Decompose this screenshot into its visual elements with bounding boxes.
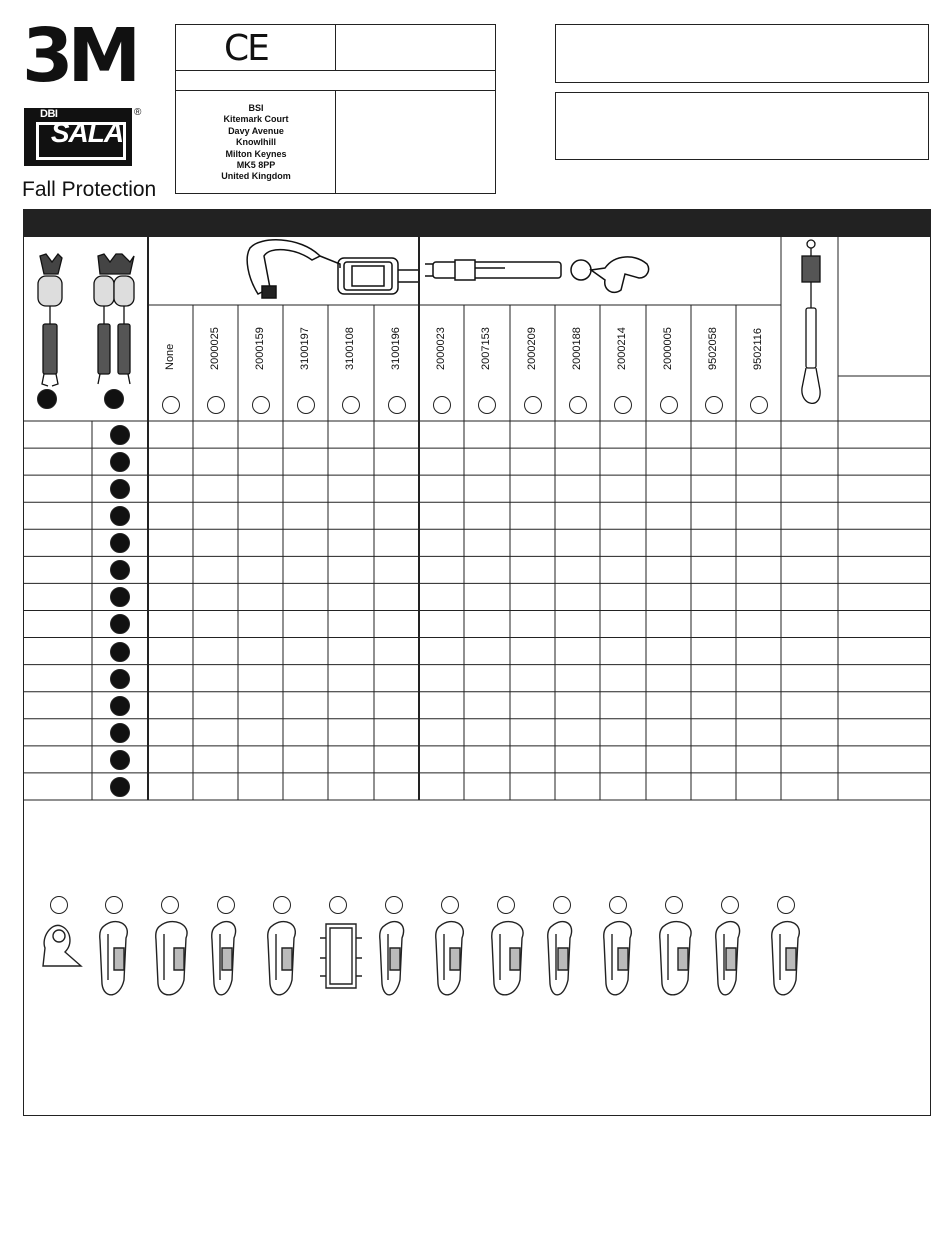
hardware-marker <box>553 896 571 914</box>
compatibility-table <box>23 236 931 1116</box>
row-marker-filled <box>110 479 130 499</box>
option-marker <box>433 396 451 414</box>
hardware-marker <box>217 896 235 914</box>
option-marker <box>524 396 542 414</box>
column-label: 9502058 <box>706 327 719 370</box>
column-label: 2000188 <box>570 327 583 370</box>
address-line: BSI <box>248 103 264 113</box>
option-marker <box>207 396 225 414</box>
option-marker <box>705 396 723 414</box>
option-marker <box>388 396 406 414</box>
address-line: Kitemark Court <box>223 114 289 125</box>
row-marker-filled <box>110 425 130 445</box>
column-label: 2000159 <box>253 327 266 370</box>
srl-marker-filled <box>37 389 57 409</box>
hardware-marker <box>441 896 459 914</box>
column-label: 3100197 <box>298 327 311 370</box>
hardware-marker <box>497 896 515 914</box>
option-marker <box>252 396 270 414</box>
row-marker-filled <box>110 750 130 770</box>
row-marker-filled <box>110 723 130 743</box>
option-marker <box>342 396 360 414</box>
column-label: 2000214 <box>616 327 628 370</box>
hardware-marker <box>385 896 403 914</box>
hardware-marker <box>665 896 683 914</box>
row-marker-filled <box>110 669 130 689</box>
column-label: 3100196 <box>389 327 402 370</box>
hardware-marker <box>609 896 627 914</box>
option-marker <box>750 396 768 414</box>
info-box <box>555 24 929 83</box>
option-marker <box>478 396 496 414</box>
address-line: Knowlhill <box>236 137 276 148</box>
column-label: 2007153 <box>480 327 492 370</box>
option-marker <box>660 396 678 414</box>
column-label: 9502116 <box>751 327 764 370</box>
notified-body-address <box>186 103 326 183</box>
hardware-marker <box>329 896 347 914</box>
column-label: 3100108 <box>344 327 356 370</box>
row-marker-filled <box>110 642 130 662</box>
info-box <box>555 92 929 160</box>
option-marker <box>297 396 315 414</box>
hardware-marker <box>777 896 795 914</box>
3m-logo: 3M <box>22 13 136 99</box>
hardware-marker <box>50 896 68 914</box>
address-line: MK5 8PP <box>236 160 276 171</box>
ce-mark: CE <box>224 28 268 69</box>
table-title-bar <box>23 209 931 236</box>
sala-label: SALA <box>50 117 124 148</box>
srl-marker-filled <box>104 389 124 409</box>
row-marker-filled <box>110 777 130 797</box>
row-marker-filled <box>110 696 130 716</box>
column-label: None <box>163 343 176 370</box>
row-marker-filled <box>110 452 130 472</box>
column-label: 2000023 <box>434 327 447 370</box>
hardware-marker <box>273 896 291 914</box>
column-label: 2000005 <box>661 327 674 370</box>
address-line: United Kingdom <box>221 171 291 182</box>
column-label: 2000025 <box>208 327 221 370</box>
hardware-marker <box>161 896 179 914</box>
dbi-label: DBI <box>40 108 58 120</box>
option-marker <box>614 396 632 414</box>
address-line: Milton Keynes <box>225 148 287 159</box>
option-marker <box>162 396 180 414</box>
registered-mark: ® <box>134 107 142 118</box>
address-line: Davy Avenue <box>228 125 284 136</box>
tagline: Fall Protection <box>22 178 157 201</box>
column-label: 2000209 <box>525 327 538 370</box>
hardware-marker <box>105 896 123 914</box>
option-marker <box>569 396 587 414</box>
hardware-marker <box>721 896 739 914</box>
